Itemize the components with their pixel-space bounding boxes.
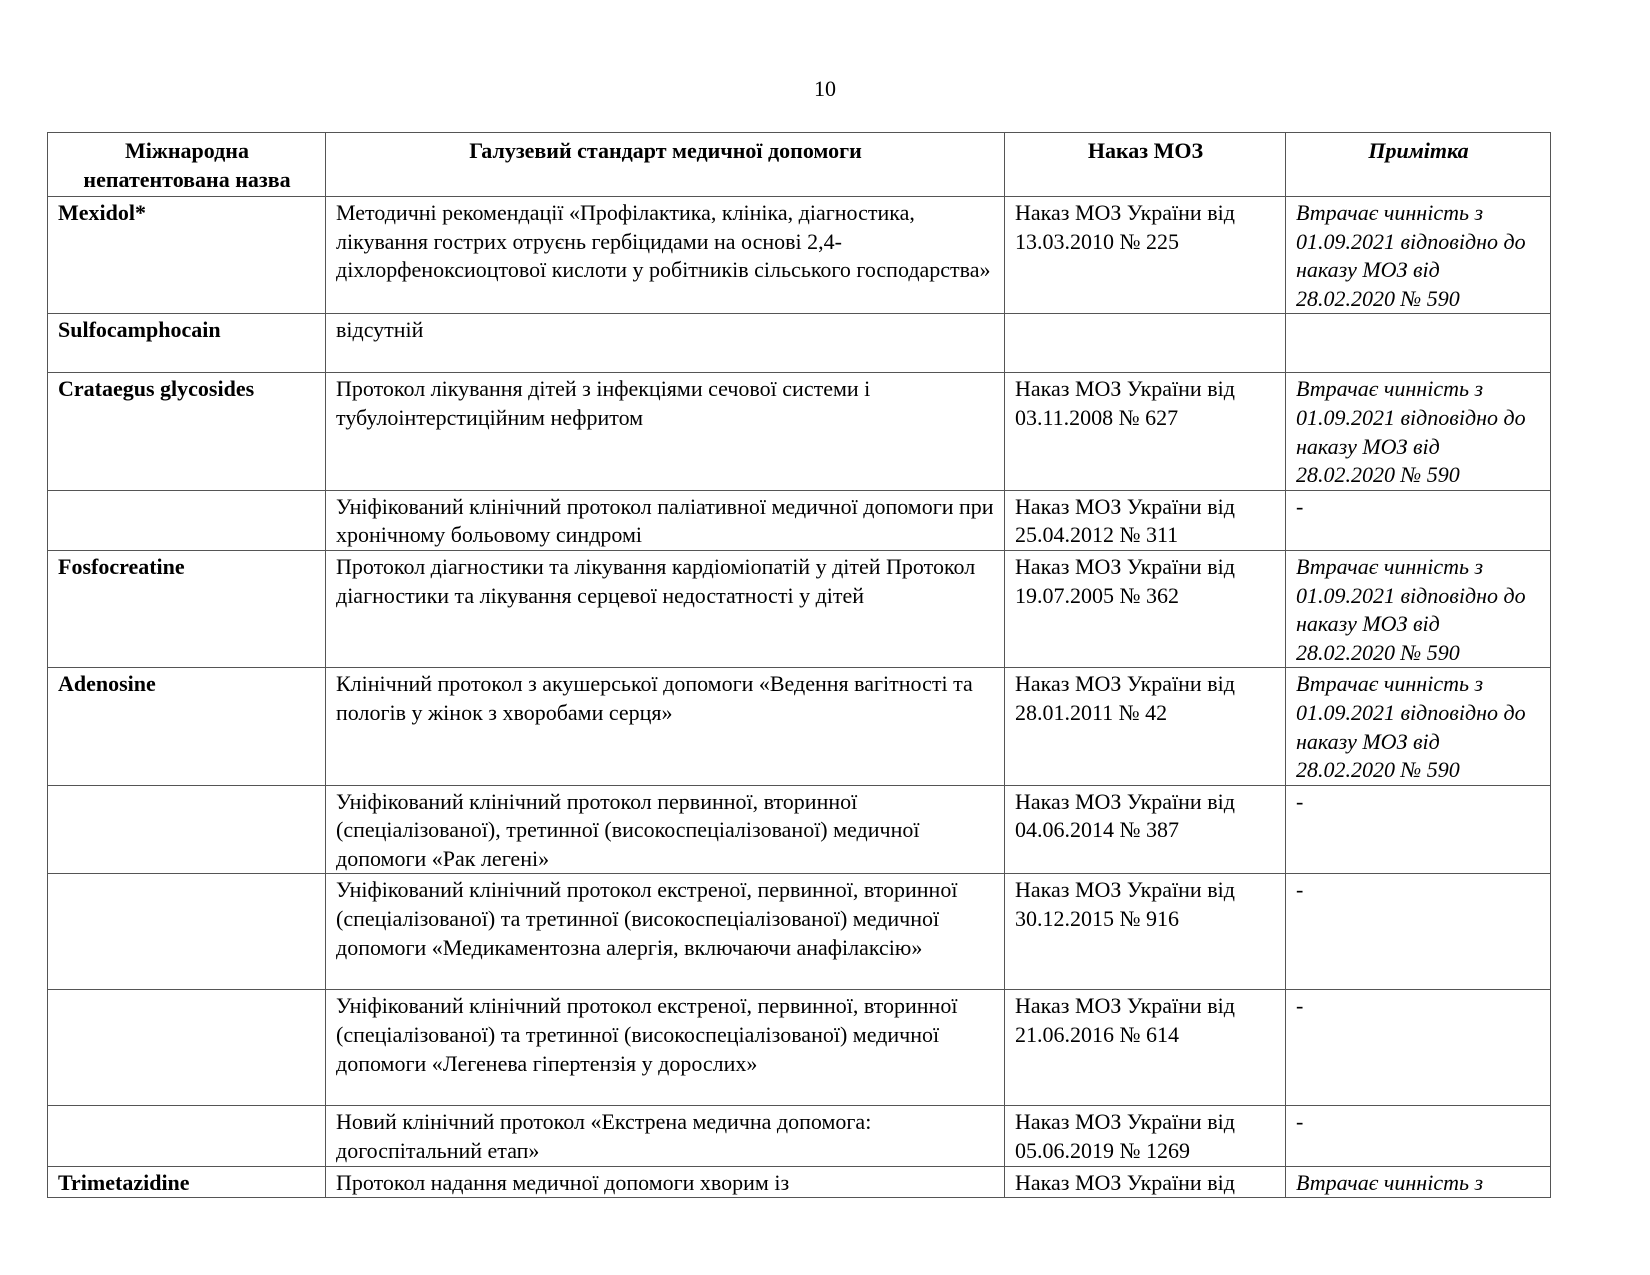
cell-note: Втрачає чинність з 01.09.2021 відповідно до наказу МОЗ від 28.02.2020 № 590 — [1286, 550, 1551, 667]
cell-inn: Sulfocamphocain — [48, 314, 326, 373]
table-row — [48, 1106, 1551, 1166]
header-order: Наказ МОЗ — [1005, 133, 1286, 197]
table-body — [48, 197, 1551, 1198]
table-row — [48, 490, 1551, 550]
header-standard: Галузевий стандарт медичної допомоги — [326, 133, 1005, 197]
cell-note: - — [1286, 490, 1551, 550]
page-number: 10 — [814, 76, 836, 101]
cell-note: Втрачає чинність з 01.09.2021 відповідно до наказу МОЗ від 28.02.2020 № 590 — [1286, 373, 1551, 490]
cell-note: Втрачає чинність з 01.09.2021 відповідно до наказу МОЗ від 28.02.2020 № 590 — [1286, 668, 1551, 785]
cell-note: - — [1286, 874, 1551, 990]
cell-inn — [48, 785, 326, 874]
table-row — [48, 373, 1551, 490]
cell-inn: Mexidol* — [48, 197, 326, 314]
table-row — [48, 550, 1551, 667]
cell-order: Наказ МОЗ України від 30.12.2015 № 916 — [1005, 874, 1286, 990]
cell-standard: Методичні рекомендації «Профілактика, клініка, діагностика, лікування гострих отруєнь гербіцидами на основі 2,4-діхлорфеноксиоцтової кислоти у робітників сільського господарства» — [326, 197, 1005, 314]
cell-inn — [48, 990, 326, 1106]
cell-note: - — [1286, 1106, 1551, 1166]
cell-inn — [48, 490, 326, 550]
cell-note: Втрачає чинність з — [1286, 1166, 1551, 1198]
cell-order: Наказ МОЗ України від 28.01.2011 № 42 — [1005, 668, 1286, 785]
cell-inn: Adenosine — [48, 668, 326, 785]
drug-standards-table — [47, 132, 1551, 1198]
cell-inn: Trimetazidine — [48, 1166, 326, 1198]
header-inn: Міжнародна непатентована назва — [48, 133, 326, 197]
header-note: Примітка — [1286, 133, 1551, 197]
cell-note: - — [1286, 990, 1551, 1106]
table-row — [48, 785, 1551, 874]
cell-order: Наказ МОЗ України від 04.06.2014 № 387 — [1005, 785, 1286, 874]
cell-standard: Новий клінічний протокол «Екстрена медична допомога: догоспітальний етап» — [326, 1106, 1005, 1166]
table-row — [48, 1166, 1551, 1198]
cell-inn: Crataegus glycosides — [48, 373, 326, 490]
table-row — [48, 314, 1551, 373]
cell-standard: Уніфікований клінічний протокол екстреної, первинної, вторинної (спеціалізованої) та третинної (високоспеціалізованої) медичної допомоги «Медикаментозна алергія, включаючи анафілаксію» — [326, 874, 1005, 990]
cell-order: Наказ МОЗ України від — [1005, 1166, 1286, 1198]
cell-inn — [48, 874, 326, 990]
cell-standard: Уніфікований клінічний протокол первинної, вторинної (спеціалізованої), третинної (високоспеціалізованої) медичної допомоги «Рак легені» — [326, 785, 1005, 874]
cell-standard: Клінічний протокол з акушерської допомоги «Ведення вагітності та пологів у жінок з хворобами серця» — [326, 668, 1005, 785]
cell-standard: Протокол лікування дітей з інфекціями сечової системи і тубулоінтерстиційним нефритом — [326, 373, 1005, 490]
cell-standard: Протокол діагностики та лікування кардіоміопатій у дітей Протокол діагностики та лікування серцевої недостатності у дітей — [326, 550, 1005, 667]
cell-order: Наказ МОЗ України від 13.03.2010 № 225 — [1005, 197, 1286, 314]
cell-note: - — [1286, 785, 1551, 874]
table-row — [48, 990, 1551, 1106]
cell-order: Наказ МОЗ України від 25.04.2012 № 311 — [1005, 490, 1286, 550]
table-header-row — [48, 133, 1551, 197]
cell-inn — [48, 1106, 326, 1166]
table-row — [48, 874, 1551, 990]
table-row — [48, 668, 1551, 785]
cell-inn: Fosfocreatine — [48, 550, 326, 667]
cell-standard: Протокол надання медичної допомоги хворим із — [326, 1166, 1005, 1198]
cell-order — [1005, 314, 1286, 373]
cell-standard: відсутній — [326, 314, 1005, 373]
cell-order: Наказ МОЗ України від 21.06.2016 № 614 — [1005, 990, 1286, 1106]
cell-order: Наказ МОЗ України від 19.07.2005 № 362 — [1005, 550, 1286, 667]
cell-note — [1286, 314, 1551, 373]
cell-standard: Уніфікований клінічний протокол екстреної, первинної, вторинної (спеціалізованої) та третинної (високоспеціалізованої) медичної допомоги «Легенева гіпертензія у дорослих» — [326, 990, 1005, 1106]
cell-order: Наказ МОЗ України від 03.11.2008 № 627 — [1005, 373, 1286, 490]
cell-order: Наказ МОЗ України від 05.06.2019 № 1269 — [1005, 1106, 1286, 1166]
table-row — [48, 197, 1551, 314]
cell-standard: Уніфікований клінічний протокол паліативної медичної допомоги при хронічному больовому синдромі — [326, 490, 1005, 550]
cell-note: Втрачає чинність з 01.09.2021 відповідно до наказу МОЗ від 28.02.2020 № 590 — [1286, 197, 1551, 314]
